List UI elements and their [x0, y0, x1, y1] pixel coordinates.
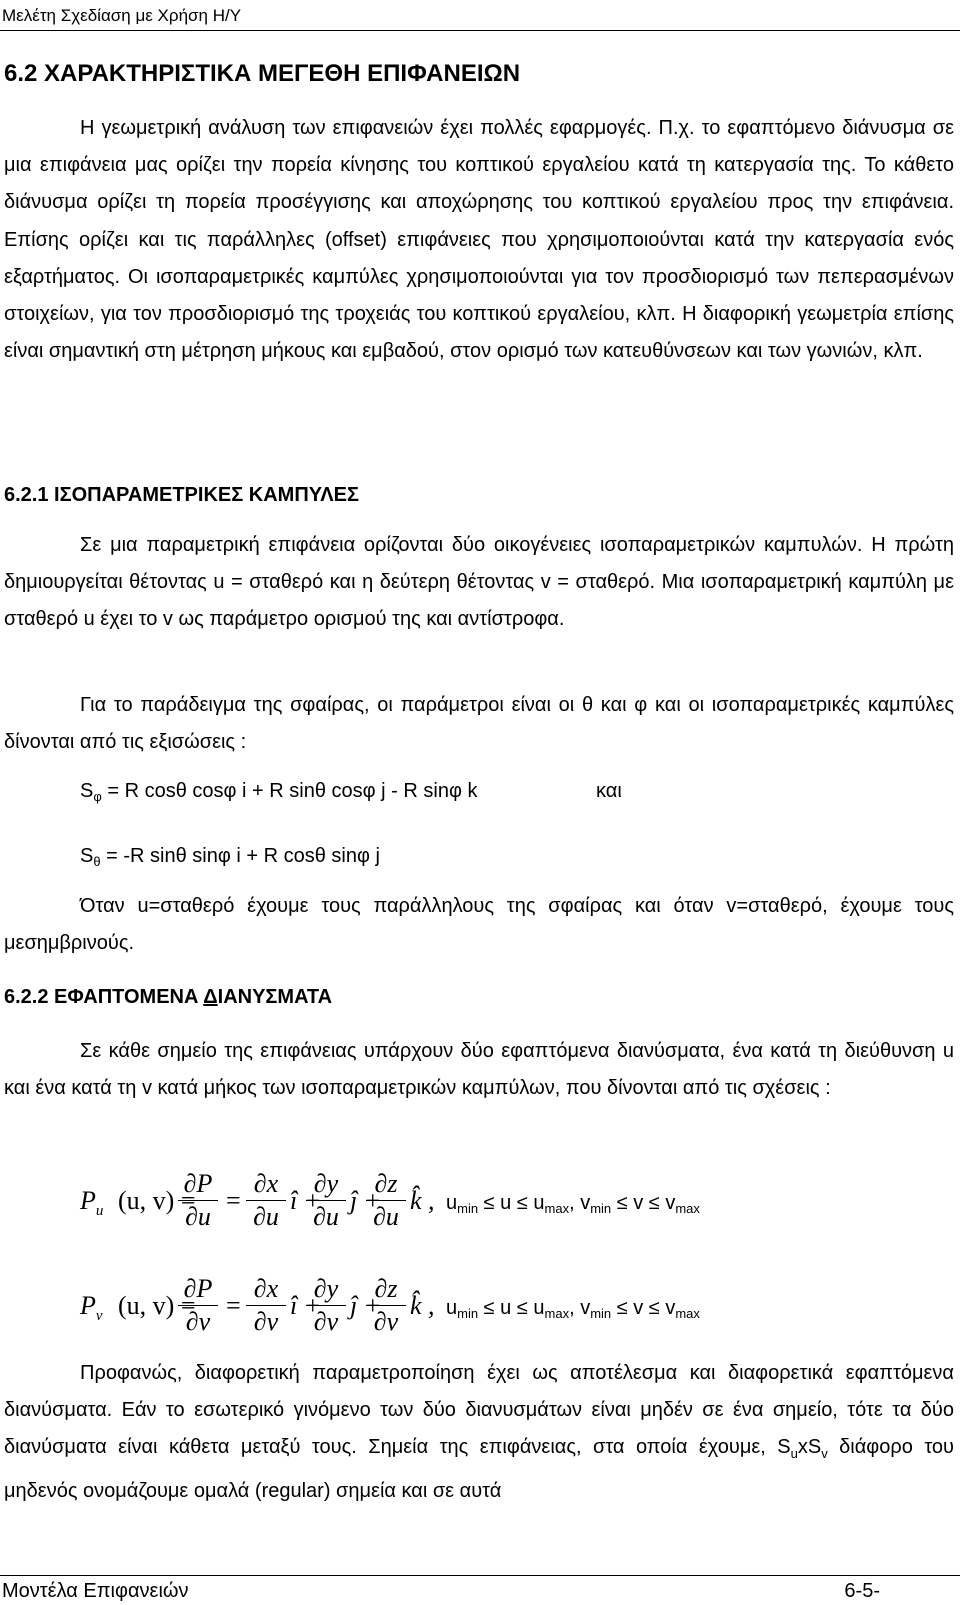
reparametrization-paragraph: Προφανώς, διαφορετική παραμετροποίηση έχει ως αποτέλεσμα και διαφορετικά εφαπτόμενα διανύσματα. Εάν το εσωτερικό γινόμενο των δύο διανυσμάτων είναι μηδέν σε ένα σημείο, τότε τα δύο διανύσματα είναι κάθετα μεταξύ τους. Σημεία της επιφάνειας, στα οποία έχουμε, $S_uxS_v$ διάφορο του μηδενός ονομάζουμε ομαλά (regular) σημεία και σε αυτά	[4, 1362, 954, 1502]
sphere-paragraph: Για το παράδειγμα της σφαίρας, οι παράμετροι είναι οι θ και φ και οι ισοπαραμετρικές καμπύλες δίνονται από τις εξισώσεις :	[4, 694, 954, 754]
header-rule	[0, 30, 960, 31]
formula-pv-frac-x: ∂x ∂v	[246, 1275, 286, 1336]
formula-pv-range: $u_{min} \le u \le u_{max}$, $v_{min} \le v \le v_{max}$	[446, 1297, 700, 1321]
eq1-conjunction: και	[596, 780, 622, 802]
formula-pv-eq: =	[226, 1291, 241, 1320]
running-header: Μελέτη Σχεδίαση με Χρήση Η/Υ	[2, 6, 242, 25]
eq1-subscript: φ	[93, 789, 102, 804]
subsection2-title-prefix: 6.2.2 ΕΦΑΠΤΟΜΕΝΑ	[4, 986, 204, 1008]
subsection-title-isoparametric: 6.2.1 ΙΣΟΠΑΡΑΜΕΤΡΙΚΕΣ ΚΑΜΠΥΛΕΣ	[4, 484, 359, 506]
eq1-expression: = R cosθ cosφ i + R sinθ cosφ j - R sinφ k	[101, 780, 478, 802]
formula-pu-frac-z: ∂z ∂u	[366, 1170, 406, 1231]
tangent-paragraph: Σε κάθε σημείο της επιφάνειας υπάρχουν δύο εφαπτόμενα διανύσματα, ένα κατά τη διεύθυνση u και ένα κατά τη v κατά μήκος των ισοπαραμετρικών καμπύλων, που δίνονται από τις σχέσεις :	[4, 1040, 954, 1100]
subsection2-title-underlined: Δ	[203, 986, 218, 1008]
page-number: 6-5-	[844, 1580, 880, 1602]
formula-pu-lhs: $P_u$	[80, 1186, 104, 1220]
sphere-equation-phi	[80, 780, 477, 804]
formula-pu-frac-y: ∂y ∂u	[306, 1170, 346, 1231]
formula-pu-frac-p: ∂P ∂u	[178, 1170, 218, 1231]
unit-i: î +	[290, 1186, 322, 1215]
section-title: 6.2 ΧΑΡΑΚΤΗΡΙΣΤΙΚΑ ΜΕΓΕΘΗ ΕΠΙΦΑΝΕΙΩΝ	[4, 60, 521, 87]
formula-pv-frac-y: ∂y ∂v	[306, 1275, 346, 1336]
eq1-symbol: S	[80, 780, 94, 802]
formula-pu-args: (u, v) =	[118, 1186, 196, 1215]
formula-pv-lhs: $P_v$	[80, 1291, 103, 1325]
subsection2-title-suffix: ΙΑΝΥΣΜΑΤΑ	[217, 986, 333, 1008]
eq2-subscript: θ	[93, 854, 101, 869]
intro-paragraph: Η γεωμετρική ανάλυση των επιφανειών έχει πολλές εφαρμογές. Π.χ. το εφαπτόμενο διάνυσμα σε μια επιφάνεια μας ορίζει την πορεία κίνησης του κοπτικού εργαλείου κατά τη κατεργασία της. Το κάθετο διάνυσμα ορίζει τη πορεία προσέγγισης και αποχώρησης του κοπτικού εργαλείου προς την επιφάνεια. Επίσης ορίζει και τις παράλληλες (offset) επιφάνειες που χρησιμοποιούνται κατά την κατεργασία ενός εξαρτήματος. Οι ισοπαραμετρικές καμπύλες χρησιμοποιούνται για τον προσδιορισμό των πεπερασμένων στοιχείων, για τον προσδιορισμό της τροχειάς του κοπτικού εργαλείου, κλπ. Η διαφορική γεωμετρία επίσης είναι σημαντική στη μέτρηση μήκους και εμβαδού, στον ορισμό των κατευθύνσεων και των γωνιών, κλπ.	[4, 117, 954, 363]
parallels-paragraph: Όταν u=σταθερό έχουμε τους παράλληλους της σφαίρας και όταν v=σταθερό, έχουμε τους μεσημβρινούς.	[4, 895, 954, 955]
unit-j: ĵ +	[350, 1186, 382, 1215]
running-footer: Μοντέλα Επιφανειών	[2, 1580, 189, 1602]
eq2-symbol: S	[80, 845, 94, 867]
sphere-equation-theta	[80, 845, 380, 869]
formula-pv-args: (u, v) =	[118, 1291, 196, 1320]
formula-pu-eq: =	[226, 1186, 241, 1215]
unit-k: k̂ ,	[410, 1291, 435, 1320]
unit-k: k̂ ,	[410, 1186, 435, 1215]
unit-i: î +	[290, 1291, 322, 1320]
formula-pv-frac-p: ∂P ∂v	[178, 1275, 218, 1336]
unit-j: ĵ +	[350, 1291, 382, 1320]
subsection-title-tangent-vectors	[4, 986, 332, 1009]
formula-pu-frac-x: ∂x ∂u	[246, 1170, 286, 1231]
formula-pv-frac-z: ∂z ∂v	[366, 1275, 406, 1336]
footer-rule	[0, 1575, 960, 1576]
formula-pu-range: $u_{min} \le u \le u_{max}$, $v_{min} \le v \le v_{max}$	[446, 1192, 700, 1216]
isoparametric-paragraph: Σε μια παραμετρική επιφάνεια ορίζονται δύο οικογένειες ισοπαραμετρικών καμπυλών. Η πρώτη δημιουργείται θέτοντας u = σταθερό και η δεύτερη θέτοντας v = σταθερό. Μια ισοπαραμετρική καμπύλη με σταθερό u έχει το v ως παράμετρο ορισμού της και αντίστροφα.	[4, 534, 954, 631]
eq2-expression: = -R sinθ sinφ i + R cosθ sinφ j	[100, 845, 380, 867]
